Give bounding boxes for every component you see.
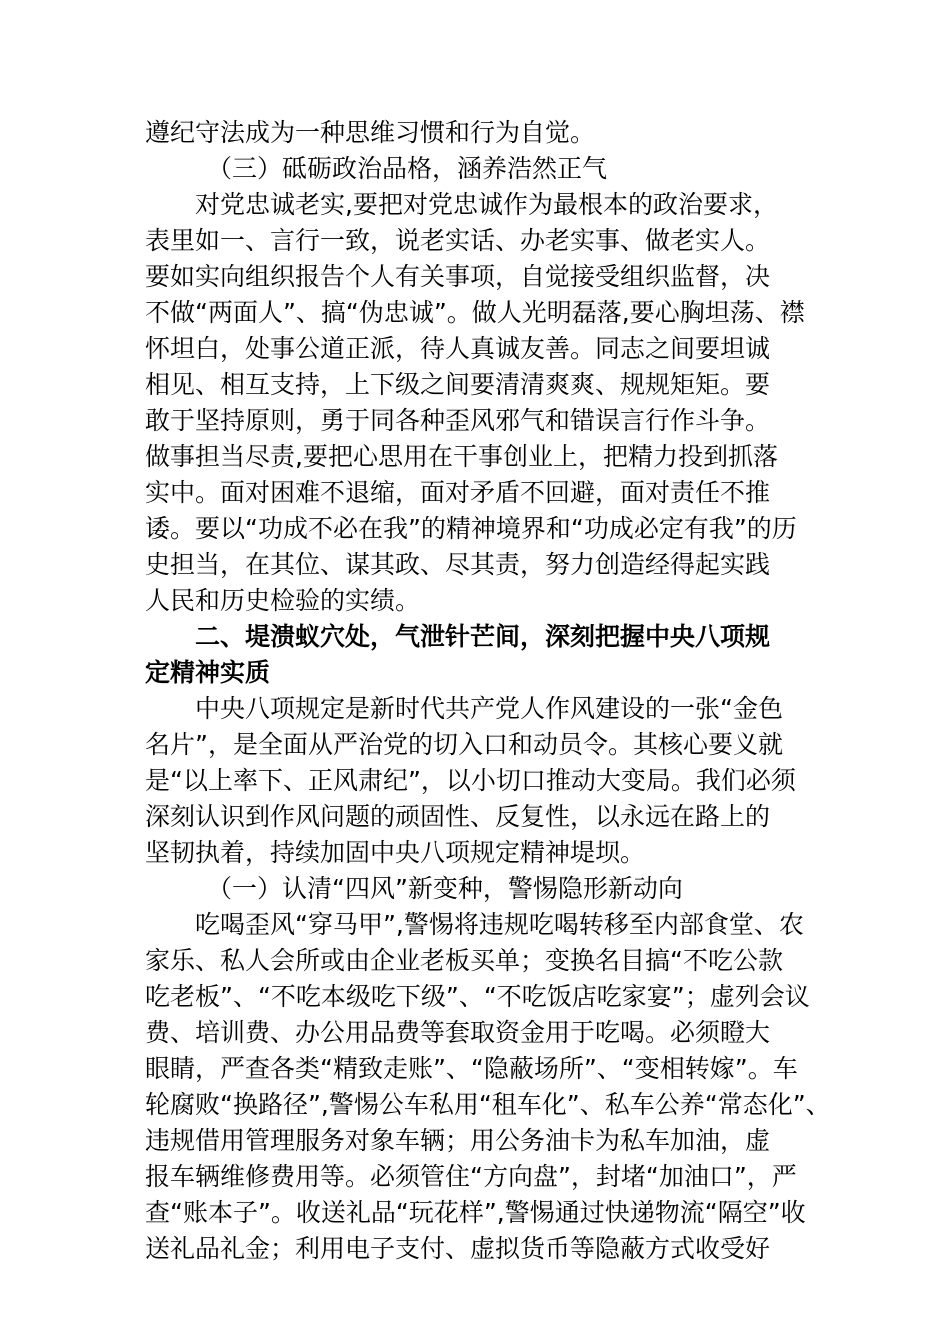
section-heading: （一）认清“四风”新变种，警惕隐形新动向 bbox=[207, 874, 683, 903]
body-line: 做事担当尽责,要把心思用在干事创业上，把精力投到抓落 bbox=[145, 442, 778, 471]
body-line: 中央八项规定是新时代共产党人作风建设的一张“金色 bbox=[195, 694, 783, 723]
body-line: 相见、相互支持，上下级之间要清清爽爽、规规矩矩。要 bbox=[145, 370, 771, 399]
body-line: 家乐、私人会所或由企业老板买单；变换名目搞“不吃公款 bbox=[145, 946, 783, 975]
body-line: 轮腐败“换路径”,警惕公车私用“租车化”、私车公养“常态化”、 bbox=[145, 1090, 831, 1119]
chapter-heading: 二、堤溃蚁穴处，气泄针芒间，深刻把握中央八项规 bbox=[195, 622, 771, 651]
body-line: 诿。要以“功成不必在我”的精神境界和“功成必定有我”的历 bbox=[145, 514, 797, 543]
body-line: 遵纪守法成为一种思维习惯和行为自觉。 bbox=[145, 118, 596, 147]
body-line: 怀坦白，处事公道正派，待人真诚友善。同志之间要坦诚 bbox=[145, 334, 771, 363]
body-line: 吃老板”、“不吃本级吃下级”、“不吃饭店吃家宴”；虚列会议 bbox=[145, 982, 810, 1011]
body-line: 吃喝歪风“穿马甲”,警惕将违规吃喝转移至内部食堂、农 bbox=[195, 910, 804, 939]
body-line: 要如实向组织报告个人有关事项，自觉接受组织监督，决 bbox=[145, 262, 771, 291]
body-line: 违规借用管理服务对象车辆；用公务油卡为私车加油，虚 bbox=[145, 1126, 771, 1155]
body-line: 眼睛，严查各类“精致走账”、“隐蔽场所”、“变相转嫁”。车 bbox=[145, 1054, 798, 1083]
body-line: 深刻认识到作风问题的顽固性、反复性，以永远在路上的 bbox=[145, 802, 771, 831]
body-line: 实中。面对困难不退缩，面对矛盾不回避，面对责任不推 bbox=[145, 478, 771, 507]
document-body bbox=[145, 115, 831, 1267]
body-line: 敢于坚持原则，勇于同各种歪风邪气和错误言行作斗争。 bbox=[145, 406, 771, 435]
body-line: 史担当，在其位、谋其政、尽其责，努力创造经得起实践 bbox=[145, 550, 771, 579]
body-line: 是“以上率下、正风肃纪”，以小切口推动大变局。我们必须 bbox=[145, 766, 796, 795]
body-line: 对党忠诚老实,要把对党忠诚作为最根本的政治要求， bbox=[195, 190, 778, 219]
body-line: 费、培训费、办公用品费等套取资金用于吃喝。必须瞪大 bbox=[145, 1018, 771, 1047]
body-line: 坚韧执着，持续加固中央八项规定精神堤坝。 bbox=[145, 838, 646, 867]
body-line: 报车辆维修费用等。必须管住“方向盘”，封堵“加油口”，严 bbox=[145, 1162, 797, 1191]
body-line: 人民和历史检验的实绩。 bbox=[145, 586, 421, 615]
body-line: 名片”，是全面从严治党的切入口和动员令。其核心要义就 bbox=[145, 730, 783, 759]
body-line: 查“账本子”。收送礼品“玩花样”,警惕通过快递物流“隔空”收 bbox=[145, 1198, 806, 1227]
body-line: 表里如一、言行一致，说老实话、办老实事、做老实人。 bbox=[145, 226, 771, 255]
chapter-heading-continued: 定精神实质 bbox=[145, 658, 271, 687]
body-line: 不做“两面人”、搞“伪忠诚”。做人光明磊落,要心胸坦荡、襟 bbox=[145, 298, 805, 327]
body-line: 送礼品礼金；利用电子支付、虚拟货币等隐蔽方式收受好 bbox=[145, 1234, 771, 1263]
section-heading: （三）砥砺政治品格，涵养浩然正气 bbox=[207, 154, 608, 183]
